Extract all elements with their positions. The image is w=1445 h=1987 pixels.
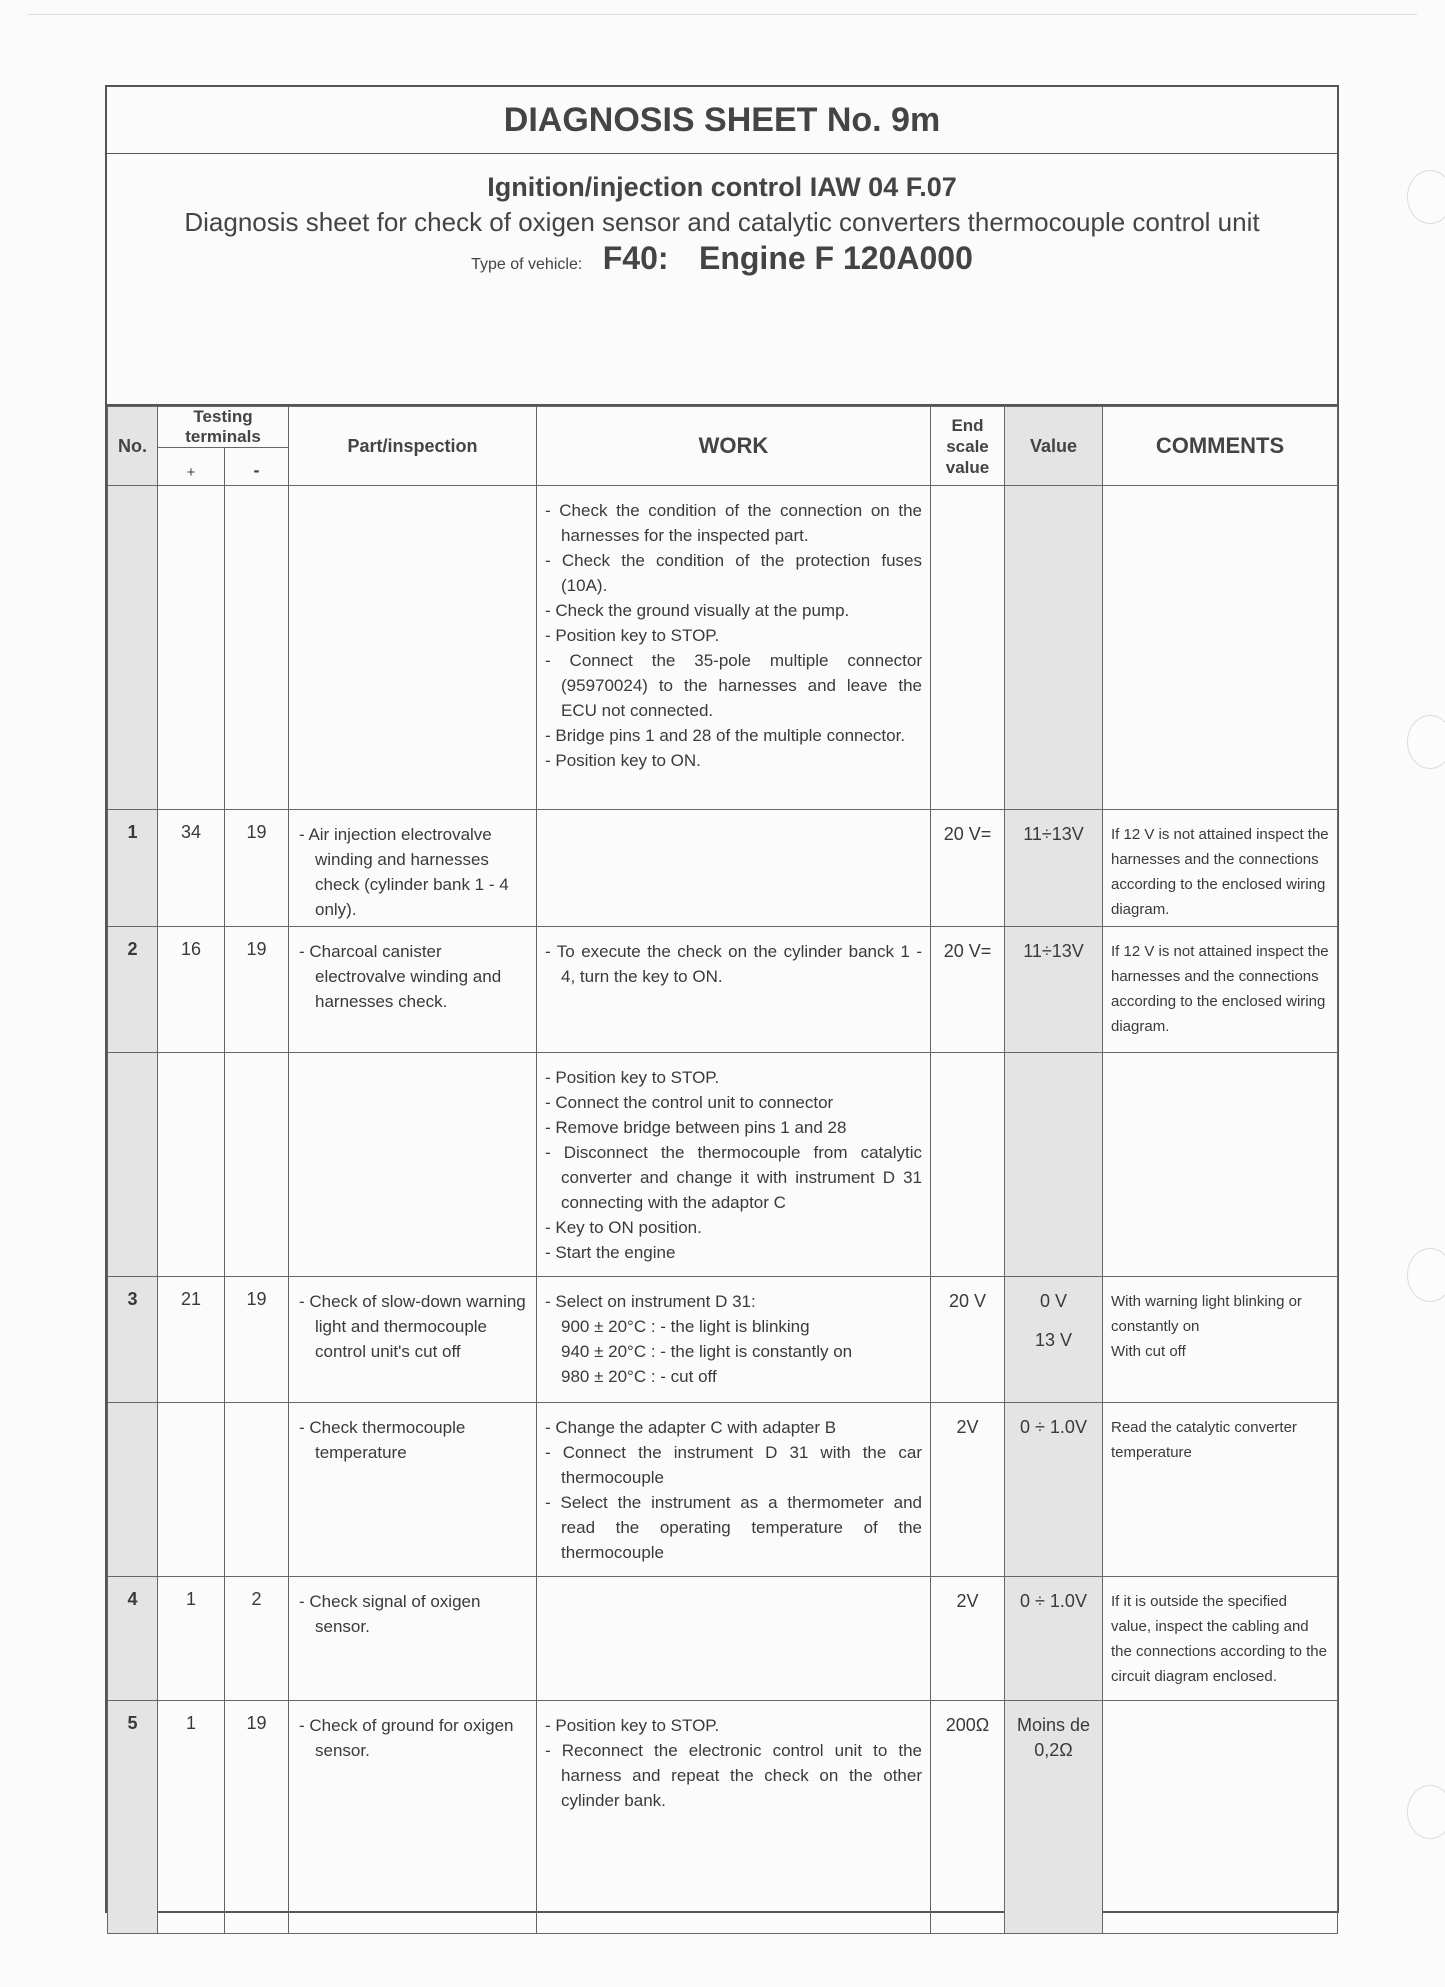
measured-value-line: 0 V (1039, 1291, 1068, 1311)
terminal-plus (158, 1403, 225, 1577)
terminal-minus: 2 (225, 1577, 289, 1701)
col-header-comments: COMMENTS (1103, 407, 1338, 486)
work-steps-line: 900 ± 20°C : - the light is blinking (561, 1317, 810, 1336)
work-steps (537, 1403, 931, 1577)
work-steps (537, 927, 931, 1053)
col-header-plus: + (158, 448, 225, 486)
end-scale-value: 200Ω (931, 1701, 1005, 1934)
comments (1103, 486, 1338, 810)
end-scale-value: 20 V (931, 1277, 1005, 1403)
part-inspection-line: - Check signal of oxigen sensor. (299, 1592, 481, 1636)
terminal-minus (225, 1053, 289, 1277)
sheet-subheader (107, 172, 1337, 406)
comments (1103, 810, 1338, 927)
comments (1103, 1053, 1338, 1277)
page-top-rule (28, 14, 1417, 15)
measured-value (1005, 1701, 1103, 1934)
work-steps-line: - Connect the 35-pole multiple connector (95970024) to the harnesses and leave the ECU not connected. (545, 651, 922, 720)
comments-line: If it is outside the specified value, inspect the cabling and the connections according to the circuit diagram enclosed. (1111, 1593, 1327, 1685)
comments (1103, 1577, 1338, 1701)
terminal-plus (158, 486, 225, 810)
work-steps-line: - Key to ON position. (545, 1218, 702, 1237)
terminal-minus: 19 (225, 1277, 289, 1403)
work-steps-line: - Disconnect the thermocouple from catalytic converter and change it with instrument D 31 connecting with the adaptor C (545, 1143, 922, 1212)
work-steps-line: - Start the engine (545, 1243, 676, 1262)
terminal-minus: 19 (225, 927, 289, 1053)
col-header-part: Part/inspection (289, 407, 537, 486)
part-inspection (289, 1701, 537, 1934)
work-steps-line: - Position key to STOP. (545, 1716, 720, 1735)
col-header-minus: - (225, 448, 289, 486)
measured-value-line: Moins de 0,2Ω (1016, 1715, 1091, 1760)
work-steps-line: 940 ± 20°C : - the light is constantly on (561, 1342, 853, 1361)
row-number (108, 486, 158, 810)
terminal-plus: 21 (158, 1277, 225, 1403)
work-steps (537, 1053, 931, 1277)
work-steps-line: - Connect the instrument D 31 with the car thermocouple (545, 1443, 922, 1487)
work-steps-line: - To execute the check on the cylinder banck 1 - 4, turn the key to ON. (545, 942, 922, 986)
diagnosis-table (107, 406, 1338, 1934)
col-header-work: WORK (537, 407, 931, 486)
row-number (108, 1053, 158, 1277)
end-scale-value: 20 V= (931, 927, 1005, 1053)
comments-line: With warning light blinking or constantly on (1111, 1293, 1302, 1335)
work-steps-line: - Remove bridge between pins 1 and 28 (545, 1118, 847, 1137)
measured-value (1005, 1577, 1103, 1701)
part-inspection-line: - Air injection electrovalve winding and harnesses check (cylinder bank 1 - 4 only). (299, 825, 509, 919)
end-scale-value (931, 486, 1005, 810)
work-steps-line: - Change the adapter C with adapter B (545, 1418, 837, 1437)
table-row (108, 927, 1338, 1053)
table-row (108, 810, 1338, 927)
measured-value-line: 0 ÷ 1.0V (1020, 1417, 1087, 1437)
terminal-minus: 19 (225, 810, 289, 927)
part-inspection-line: - Check of ground for oxigen sensor. (299, 1716, 514, 1760)
work-steps-line: - Check the condition of the protection fuses (10A). (545, 551, 922, 595)
work-steps (537, 810, 931, 927)
measured-value-line: 11÷13V (1023, 941, 1084, 961)
work-steps-line: - Position key to STOP. (545, 626, 720, 645)
terminal-minus: 19 (225, 1701, 289, 1934)
comments (1103, 1701, 1338, 1934)
binder-hole (1407, 1785, 1445, 1839)
terminal-minus (225, 1403, 289, 1577)
work-steps (537, 1577, 931, 1701)
binder-hole (1407, 715, 1445, 769)
work-steps-line: - Position key to STOP. (545, 1068, 720, 1087)
work-steps-line: - Select the instrument as a thermometer and read the operating temperature of the thermocouple (545, 1493, 922, 1562)
measured-value (1005, 1053, 1103, 1277)
terminal-plus: 1 (158, 1701, 225, 1934)
terminal-plus (158, 1053, 225, 1277)
part-inspection (289, 1277, 537, 1403)
comments (1103, 1277, 1338, 1403)
table-row (108, 1403, 1338, 1577)
comments-line: If 12 V is not attained inspect the harnesses and the connections according to the enclosed wiring diagram. (1111, 826, 1329, 918)
work-steps-line: - Connect the control unit to connector (545, 1093, 834, 1112)
end-scale-value: 2V (931, 1577, 1005, 1701)
row-number (108, 1403, 158, 1577)
row-number: 4 (108, 1577, 158, 1701)
terminal-plus: 1 (158, 1577, 225, 1701)
engine-code: Engine F 120A000 (698, 240, 973, 276)
end-scale-value (931, 1053, 1005, 1277)
measured-value (1005, 927, 1103, 1053)
measured-value-line: 0 ÷ 1.0V (1020, 1591, 1087, 1611)
binder-hole (1407, 170, 1445, 224)
part-inspection-line: - Check thermocouple temperature (299, 1418, 466, 1462)
row-number: 2 (108, 927, 158, 1053)
measured-value (1005, 486, 1103, 810)
part-inspection (289, 1577, 537, 1701)
sheet-subtitle: Ignition/injection control IAW 04 F.07 (487, 172, 957, 202)
part-inspection-line: - Check of slow-down warning light and thermocouple control unit's cut off (299, 1292, 526, 1361)
part-inspection (289, 927, 537, 1053)
measured-value-line: 13 V (1034, 1330, 1073, 1350)
work-steps-line: - Select on instrument D 31: (545, 1292, 756, 1311)
part-inspection-line: - Charcoal canister electrovalve winding and harnesses check. (299, 942, 502, 1011)
measured-value (1005, 810, 1103, 927)
work-steps (537, 486, 931, 810)
end-scale-value: 20 V= (931, 810, 1005, 927)
part-inspection (289, 486, 537, 810)
table-row (108, 1053, 1338, 1277)
part-inspection (289, 810, 537, 927)
col-header-value: Value (1005, 407, 1103, 486)
vehicle-label: Type of vehicle: (471, 255, 583, 273)
comments (1103, 1403, 1338, 1577)
work-steps (537, 1277, 931, 1403)
col-header-no: No. (108, 407, 158, 486)
measured-value-line: 11÷13V (1023, 824, 1084, 844)
table-row (108, 1277, 1338, 1403)
terminal-minus (225, 486, 289, 810)
work-steps-line: - Position key to ON. (545, 751, 701, 770)
row-number: 3 (108, 1277, 158, 1403)
work-steps-line: - Bridge pins 1 and 28 of the multiple connector. (545, 726, 906, 745)
work-steps-line: 980 ± 20°C : - cut off (561, 1367, 717, 1386)
vehicle-model: F40: (602, 240, 669, 276)
measured-value (1005, 1277, 1103, 1403)
binder-hole (1407, 1248, 1445, 1302)
comments (1103, 927, 1338, 1053)
work-steps-line: - Check the condition of the connection on the harnesses for the inspected part. (545, 501, 922, 545)
row-number: 5 (108, 1701, 158, 1934)
diagnosis-sheet (105, 85, 1339, 1913)
terminal-plus: 34 (158, 810, 225, 927)
part-inspection (289, 1403, 537, 1577)
table-row (108, 1701, 1338, 1934)
col-header-scale: End scale value (931, 407, 1005, 486)
row-number: 1 (108, 810, 158, 927)
comments-line: If 12 V is not attained inspect the harnesses and the connections according to the enclosed wiring diagram. (1111, 943, 1329, 1035)
terminal-plus: 16 (158, 927, 225, 1053)
sheet-title: DIAGNOSIS SHEET No. 9m (107, 87, 1337, 154)
comments-line: With cut off (1111, 1343, 1186, 1360)
comments-line: Read the catalytic converter temperature (1111, 1419, 1297, 1461)
vehicle-line (107, 240, 1337, 277)
table-body (108, 486, 1338, 1934)
col-header-testing: Testing terminals (158, 407, 289, 448)
table-row (108, 486, 1338, 810)
work-steps (537, 1701, 931, 1934)
part-inspection (289, 1053, 537, 1277)
sheet-description: Diagnosis sheet for check of oxigen sensor and catalytic converters thermocouple control unit (184, 207, 1260, 237)
work-steps-line: - Reconnect the electronic control unit to the harness and repeat the check on the other cylinder bank. (545, 1741, 922, 1810)
measured-value (1005, 1403, 1103, 1577)
work-steps-line: - Check the ground visually at the pump. (545, 601, 850, 620)
end-scale-value: 2V (931, 1403, 1005, 1577)
table-row (108, 1577, 1338, 1701)
